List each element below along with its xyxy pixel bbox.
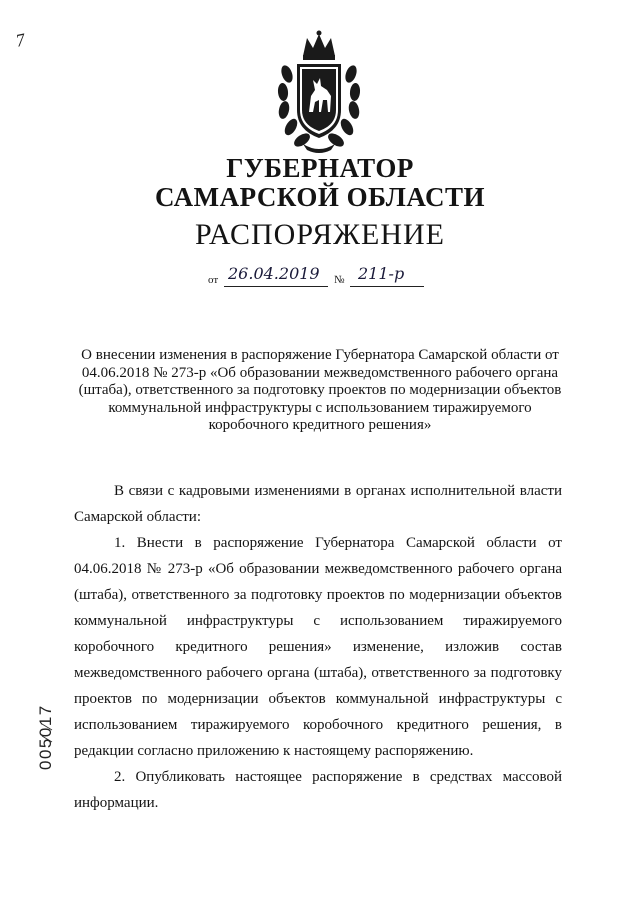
intro-paragraph: В связи с кадровыми изменениями в органах исполнительной власти Самарской области:	[74, 483, 562, 525]
document-type: РАСПОРЯЖЕНИЕ	[194, 218, 446, 251]
handwritten-corner-mark: 7	[13, 29, 27, 51]
document-subject: О внесении изменения в распоряжение Губернатора Самарской области от 04.06.2018 № 273-р «Об образовании межведомственного рабочего органа (штаба), ответственного за подготовку проектов по модернизации объектов коммунальной инфраструктуры с использованием тиражируемого коробочного кредитного решения»	[78, 347, 562, 433]
number-prefix: №	[334, 274, 345, 286]
governor-title: ГУБЕРНАТОР	[226, 153, 414, 183]
order-number: 211-р	[358, 264, 405, 283]
coat-of-arms-icon	[273, 30, 365, 154]
region-title: САМАРСКОЙ ОБЛАСТИ	[154, 182, 486, 212]
date-underline	[224, 286, 328, 287]
registry-number: 005017	[36, 704, 55, 770]
order-date: 26.04.2019	[228, 264, 320, 283]
item-1-paragraph: 1. Внести в распоряжение Губернатора Самарской области от 04.06.2018 № 273-р «Об образовании межведомственного рабочего органа (штаба), ответственного за подготовку проектов по модернизации объектов коммунальной инфраструктуры с использованием тиражируемого коробочного кредитного решения» изменение, изложив состав межведомственного рабочего органа (штаба), ответственного за подготовку проектов по модернизации объектов коммунальной инфраструктуры с использованием тиражируемого коробочного кредитного решения, в редакции согласно приложению к настоящему распоряжению.	[74, 535, 562, 759]
order-date-number-line	[208, 264, 448, 286]
date-prefix: от	[208, 274, 219, 286]
number-underline	[350, 286, 424, 287]
item-2-paragraph: 2. Опубликовать настоящее распоряжение в средствах массовой информации.	[74, 769, 562, 811]
